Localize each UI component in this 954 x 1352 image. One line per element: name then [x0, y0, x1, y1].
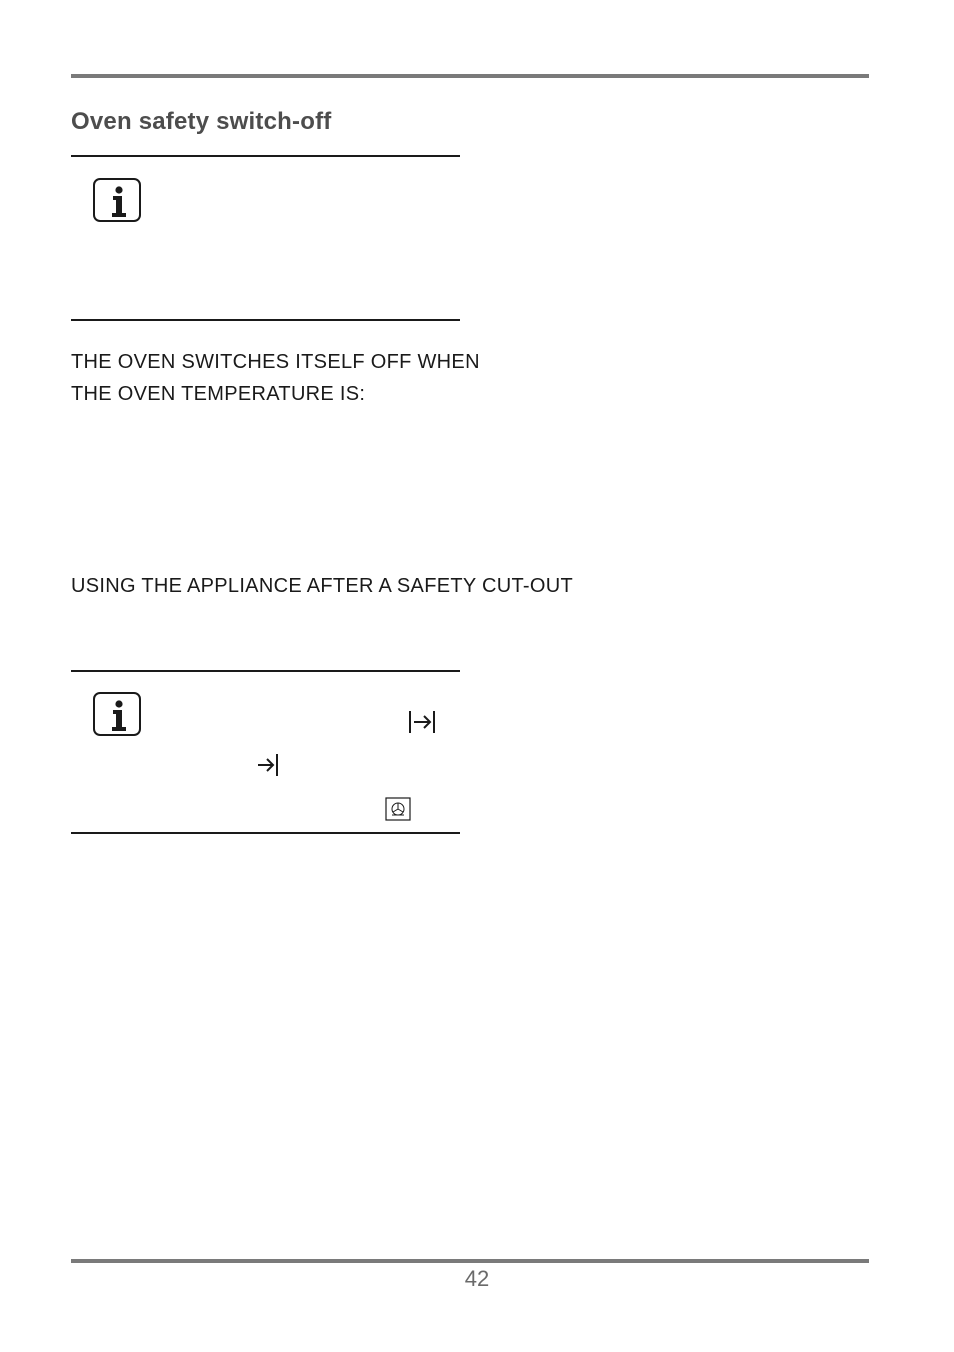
page-number: 42	[464, 1266, 490, 1291]
info-box-2-top-rule	[71, 670, 460, 672]
info-box-1-bottom-rule	[71, 319, 460, 321]
end-time-icon	[408, 709, 436, 735]
bottom-rule	[71, 1259, 869, 1263]
info-box-1-top-rule	[71, 155, 460, 157]
shutoff-heading-line-1: THE OVEN SWITCHES ITSELF OFF WHEN	[71, 351, 480, 373]
oven-function-icon	[385, 797, 411, 821]
duration-icon	[256, 752, 280, 778]
shutoff-heading-line-2: THE OVEN TEMPERATURE IS:	[71, 383, 366, 405]
page-title: Oven safety switch-off	[71, 108, 332, 135]
info-icon	[93, 692, 141, 736]
info-icon	[93, 178, 141, 222]
top-rule	[71, 74, 869, 78]
info-box-2-bottom-rule	[71, 832, 460, 834]
after-cutout-heading: USING THE APPLIANCE AFTER A SAFETY CUT-OUT	[71, 575, 573, 597]
